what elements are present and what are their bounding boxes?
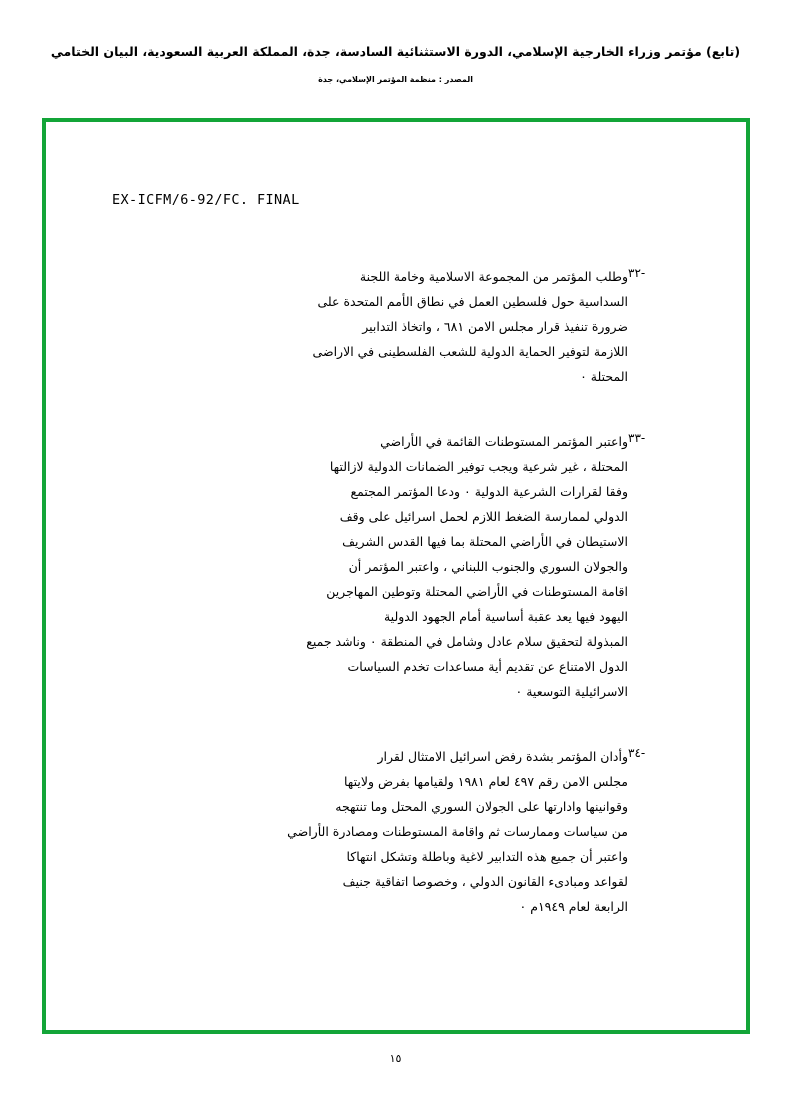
line-text: المحتلة ، غير شرعية ويجب توفير الضمانات الدولية لازالتها (329, 459, 628, 474)
paragraph-line (112, 604, 628, 629)
line-text: السداسية حول فلسطين العمل في نطاق الأمم المتحدة على (317, 294, 628, 309)
paragraph-line (112, 454, 628, 479)
line-text: الدول الامتناع عن تقديم أية مساعدات تخدم السياسات (347, 659, 628, 674)
paragraph-line (112, 314, 628, 339)
page-content (46, 122, 746, 1030)
page-number: ١٥ (389, 1052, 402, 1065)
line-text: اليهود فيها يعد عقبة أساسية أمام الجهود الدولية (383, 609, 628, 624)
line-text: اللازمة لتوفير الحماية الدولية للشعب الفلسطينى في الاراضى (312, 344, 628, 359)
paragraph-line (112, 289, 628, 314)
paragraph-line (112, 629, 628, 654)
paragraph-line (112, 679, 628, 704)
line-text: المحتلة ٠ (580, 369, 628, 384)
document-header (0, 0, 791, 84)
paragraph-block (112, 429, 680, 704)
paragraph-text (112, 264, 628, 389)
line-text: وطلب المؤتمر من المجموعة الاسلامية وخامة اللجنة (359, 269, 628, 284)
paragraph-line (112, 819, 628, 844)
paragraph-line (112, 479, 628, 504)
paragraph-line (112, 894, 628, 919)
paragraph-line (112, 339, 628, 364)
line-text: من سياسات وممارسات ثم واقامة المستوطنات ومصادرة الأراضي (287, 824, 628, 839)
paragraph-block (112, 744, 680, 919)
paragraph-line (112, 844, 628, 869)
line-text: المبذولة لتحقيق سلام عادل وشامل في المنطقة ٠ وناشد جميع (306, 634, 628, 649)
paragraph-line (112, 429, 628, 454)
line-text: الاسرائيلية التوسعية ٠ (515, 684, 628, 699)
paragraph-line (112, 504, 628, 529)
paragraph-line (112, 794, 628, 819)
line-text: وأدان المؤتمر بشدة رفض اسرائيل الامتثال لقرار (377, 749, 628, 764)
paragraph-line (112, 654, 628, 679)
line-text: مجلس الامن رقم ٤٩٧ لعام ١٩٨١ ولقيامها بفرض ولايتها (344, 774, 628, 789)
line-text: الرابعة لعام ١٩٤٩م ٠ (519, 899, 628, 914)
paragraph-line (112, 264, 628, 289)
header-title: (تابع) مؤتمر وزراء الخارجية الإسلامي، الدورة الاستثنائية السادسة، جدة، المملكة العربية السعودية، البيان الختامي (50, 44, 741, 59)
paragraph-text (112, 429, 628, 704)
paragraph-text (112, 744, 628, 919)
line-text: واعتبر المؤتمر المستوطنات القائمة في الأراضي (380, 434, 628, 449)
paragraph-line (112, 364, 628, 389)
paragraph-number: -٣٤ (628, 746, 646, 760)
line-text: لقواعد ومبادىء القانون الدولي ، وخصوصا اتفاقية جنيف (342, 874, 628, 889)
paragraph-number: -٣٢ (628, 266, 646, 280)
green-page-frame (42, 118, 750, 1034)
document-code: EX-ICFM/6-92/FC. FINAL (112, 192, 300, 208)
paragraph-line (112, 529, 628, 554)
line-text: وفقا لقرارات الشرعية الدولية ٠ ودعا المؤتمر المجتمع (350, 484, 628, 499)
paragraph-number: -٣٣ (628, 431, 646, 445)
line-text: اقامة المستوطنات في الأراضي المحتلة وتوطين المهاجرين (326, 584, 628, 599)
paragraph-line (112, 869, 628, 894)
paragraph-line (112, 769, 628, 794)
line-text: وقوانينها وادارتها على الجولان السوري المحتل وما تنتهجه (335, 799, 628, 814)
paragraph-line (112, 744, 628, 769)
paragraph-block (112, 264, 680, 389)
header-source: المصدر : منظمة المؤتمر الإسلامي، جدة (318, 75, 473, 84)
line-text: الاستيطان في الأراضي المحتلة بما فيها القدس الشريف (342, 534, 628, 549)
line-text: ضرورة تنفيذ قرار مجلس الامن ٦٨١ ، واتخاذ التدابير (362, 319, 628, 334)
line-text: الدولي لممارسة الضغط اللازم لحمل اسرائيل على وقف (339, 509, 628, 524)
line-text: والجولان السوري والجنوب اللبناني ، واعتبر المؤتمر أن (348, 559, 628, 574)
paragraph-line (112, 579, 628, 604)
line-text: واعتبر أن جميع هذه التدابير لاغية وباطلة وتشكل انتهاكا (346, 849, 628, 864)
paragraph-line (112, 554, 628, 579)
